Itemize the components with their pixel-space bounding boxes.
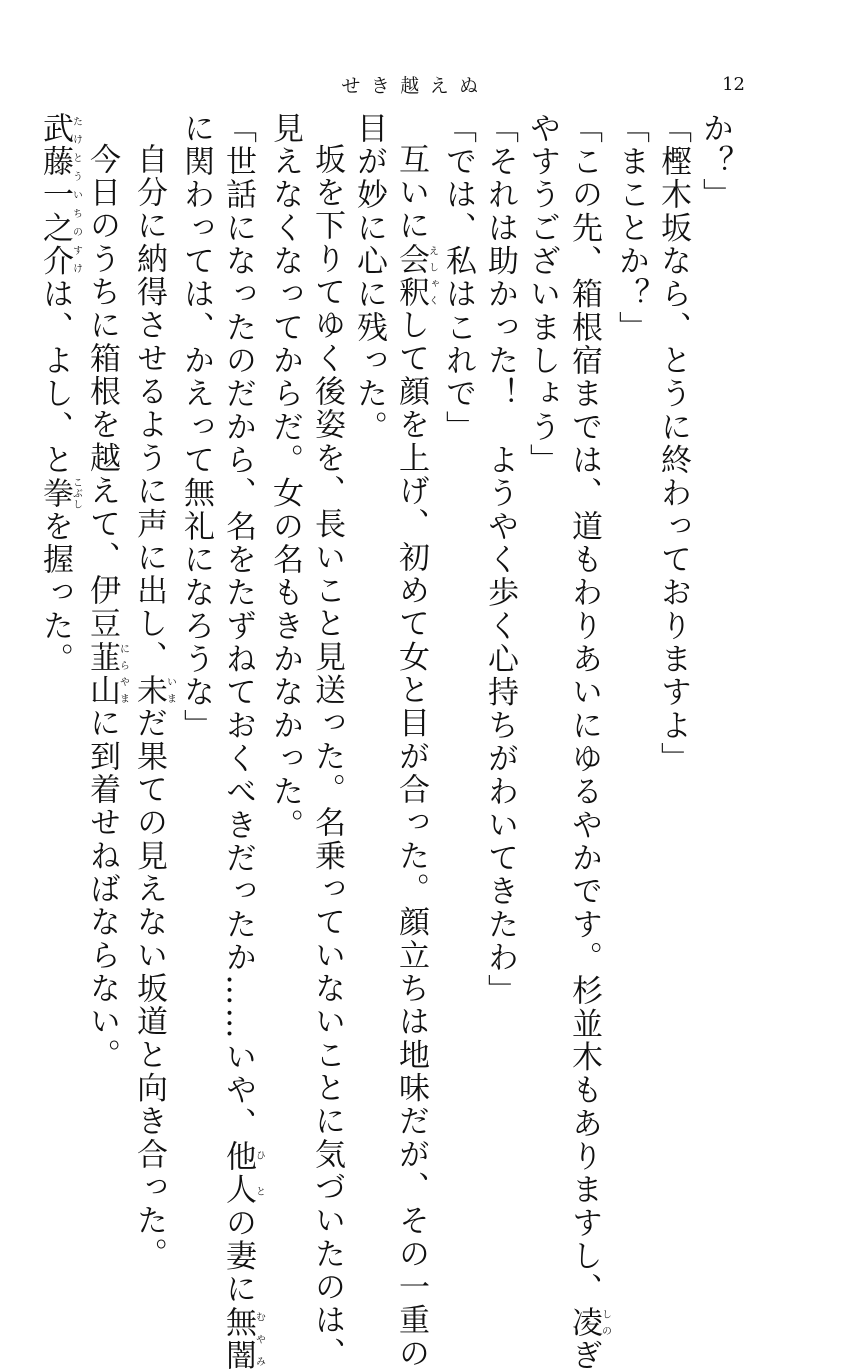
text-line — [563, 112, 611, 1372]
ruby-base: 未 — [131, 673, 167, 707]
ruby-annotation — [220, 1140, 265, 1207]
text-run: に到着せねばならない。 — [84, 706, 120, 1072]
text-line — [652, 112, 694, 1122]
text-line — [175, 112, 217, 1122]
ruby-base: 武藤一之介 — [37, 112, 73, 278]
text-run: 坂を下りてゆく後姿を、長いこと見送った。名乗っていないことに気づいたのは、 — [309, 143, 345, 1371]
text-run: 目が妙に心に残った。 — [351, 112, 387, 444]
ruby-base: 凌 — [566, 1306, 602, 1340]
text-line — [128, 112, 176, 1271]
text-run: 互いに — [393, 143, 429, 243]
ruby-reading: にらやま — [117, 640, 129, 707]
text-line — [521, 112, 563, 1122]
ruby-annotation — [131, 673, 176, 707]
ruby-reading: しの — [599, 1306, 611, 1340]
text-line — [610, 112, 652, 1122]
ruby-reading: えしゃく — [426, 242, 438, 309]
text-run: の妻に — [220, 1206, 256, 1307]
ruby-base: 韮山 — [84, 640, 120, 707]
text-line — [348, 112, 390, 1122]
text-run: か？」 — [697, 112, 733, 212]
text-run: だ果ての見えない坂道と向き合った。 — [131, 706, 167, 1271]
text-line — [694, 112, 736, 1122]
text-run: 「この先、箱根宿までは、道もわりあいにゆるやかです。杉並木もありますし、 — [566, 112, 602, 1307]
text-line — [437, 112, 479, 1122]
ruby-reading: むやみ — [253, 1306, 265, 1372]
novel-body-text — [37, 112, 736, 1372]
text-line — [217, 112, 265, 1372]
text-line — [479, 112, 521, 1122]
text-line — [306, 112, 348, 1371]
page-number: 12 — [722, 74, 745, 95]
ruby-reading: いま — [164, 673, 176, 707]
ruby-reading: ひと — [253, 1140, 265, 1207]
text-run: を握った。 — [37, 510, 73, 676]
ruby-annotation — [393, 242, 438, 309]
text-run: 「では、私はこれで」 — [440, 112, 476, 444]
text-line — [34, 112, 81, 1122]
text-run: やすうございましょう」 — [524, 112, 560, 477]
text-run: 今日のうちに箱根を越えて、伊豆 — [84, 143, 120, 641]
text-run: 「世話になったのだから、名をたずねておくべきだったか……いや、 — [220, 112, 256, 1141]
text-line — [390, 112, 438, 1371]
running-header-title: せき越えぬ — [341, 75, 489, 97]
ruby-base: 拳 — [37, 476, 73, 511]
ruby-annotation — [220, 1306, 265, 1372]
text-run: して顔を上げ、初めて女と目が合った。顔立ちは地味だが、その一重の — [393, 308, 429, 1371]
text-line — [81, 112, 128, 1122]
text-line — [264, 112, 306, 1122]
text-run: 自分に納得させるように声に出し、 — [131, 143, 167, 674]
ruby-annotation — [37, 476, 82, 511]
ruby-base: 会釈 — [393, 242, 429, 309]
ruby-reading: たけとういちのすけ — [70, 112, 82, 278]
text-run: は、よし、と — [37, 277, 73, 477]
ruby-annotation — [37, 112, 82, 278]
ruby-annotation — [84, 640, 129, 707]
text-run: に関わっては、かえって無礼になろうな」 — [178, 112, 214, 743]
text-run: 「まことか？」 — [613, 112, 649, 345]
text-run: 「樫木坂なら、とうに終わっておりますよ」 — [655, 112, 691, 776]
text-run: ぎ — [566, 1339, 602, 1372]
ruby-base: 無闇 — [220, 1306, 256, 1372]
ruby-reading: こぶし — [70, 476, 82, 511]
ruby-base: 他人 — [220, 1140, 256, 1207]
ruby-annotation — [566, 1306, 611, 1340]
text-run: 見えなくなってからだ。女の名もきかなかった。 — [267, 112, 303, 842]
text-run: 「それは助かった！ ようやく歩く心持ちがわいてきたわ」 — [482, 112, 518, 1008]
